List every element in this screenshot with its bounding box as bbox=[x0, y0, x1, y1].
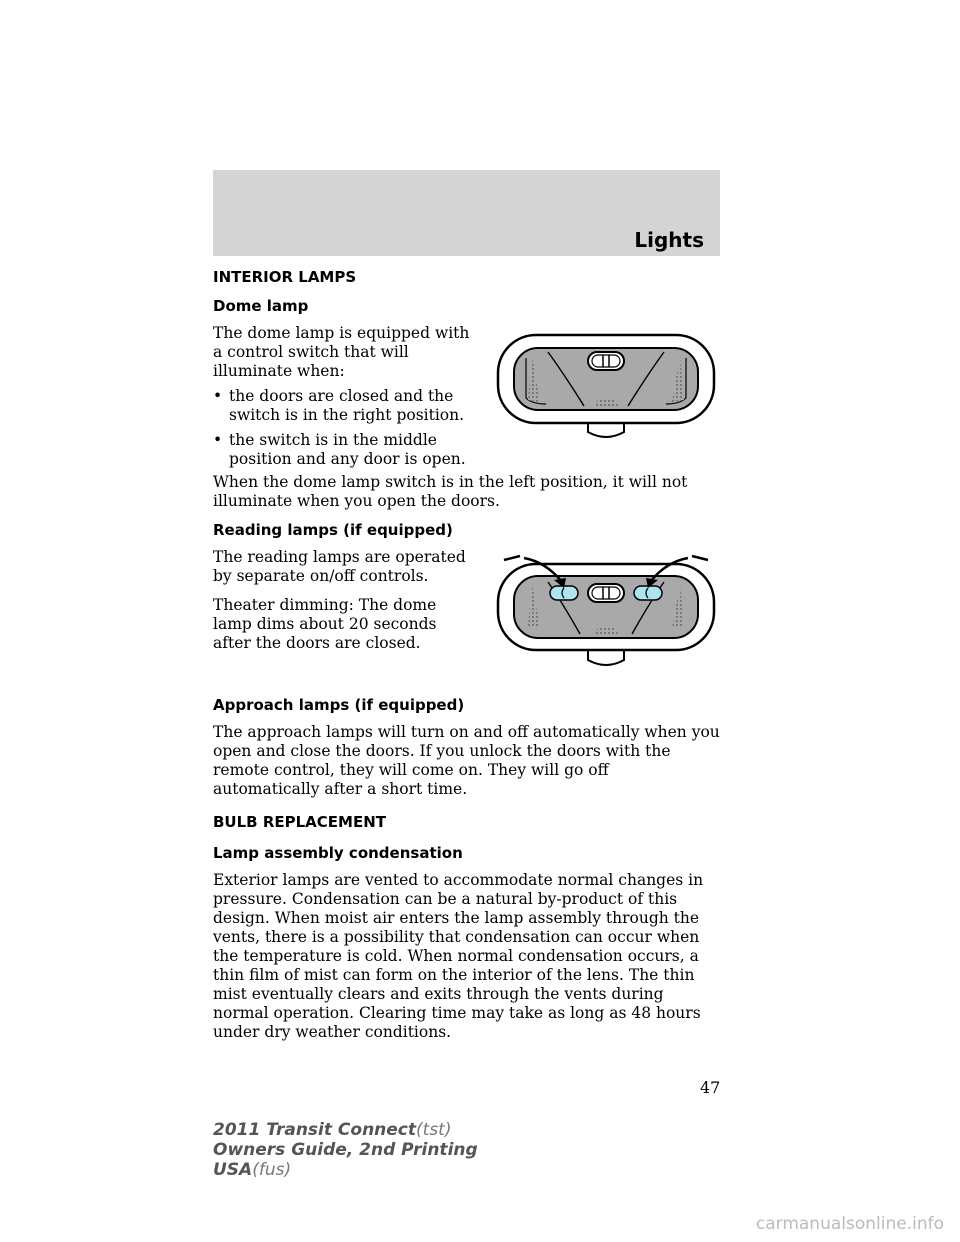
footer-code: (tst) bbox=[416, 1120, 452, 1140]
dome-lamp-intro: The dome lamp is equipped with a control switch that will illuminate when: bbox=[213, 324, 470, 380]
heading-approach-lamps: Approach lamps (if equipped) bbox=[213, 696, 465, 714]
document-footer bbox=[213, 1120, 478, 1180]
section-title: Lights bbox=[634, 228, 704, 252]
heading-reading-lamps: Reading lamps (if equipped) bbox=[213, 521, 453, 539]
approach-lamps-text: The approach lamps will turn on and off automatically when you open and close the doors. If you unlock the doors with the remote control, they will come on. They will go off automatically after a short time. bbox=[213, 723, 720, 798]
footer-market: USA bbox=[213, 1160, 253, 1180]
dome-lamp-note: When the dome lamp switch is in the left position, it will not illuminate when you open the doors. bbox=[213, 473, 688, 510]
section-header bbox=[213, 170, 720, 256]
footer-edition: Owners Guide, 2nd Printing bbox=[213, 1140, 478, 1160]
page-number: 47 bbox=[700, 1078, 721, 1097]
list-item: • the doors are closed and the switch is in the right position. bbox=[213, 387, 465, 424]
condensation-text: Exterior lamps are vented to accommodate normal changes in pressure. Condensation can be a natural by-product of this design. When moist air enters the lamp assembly through the vents, there is a possibility that condensation can occur when the temperature is cold. When normal condensation occurs, a thin film of mist can form on the interior of the lens. The thin mist eventually clears and exits through the vents during normal operation. Clearing time may take as long as 48 hours under dry weather conditions. bbox=[213, 871, 704, 1041]
reading-lamps-illustration bbox=[492, 552, 720, 670]
list-item: • the switch is in the middle position and any door is open. bbox=[213, 431, 466, 468]
heading-dome-lamp: Dome lamp bbox=[213, 297, 309, 315]
footer-market-code: (fus) bbox=[252, 1160, 292, 1180]
dome-lamp-illustration bbox=[492, 332, 720, 450]
dome-lamp-section bbox=[213, 324, 720, 469]
watermark: carmanualsonline.info bbox=[755, 1214, 944, 1234]
reading-lamps-text: The reading lamps are operated by separate on/off controls. bbox=[213, 548, 466, 585]
footer-title: 2011 Transit Connect bbox=[213, 1120, 417, 1140]
theater-dimming-text: Theater dimming: The dome lamp dims about 20 seconds after the doors are closed. bbox=[213, 596, 437, 652]
heading-lamp-condensation: Lamp assembly condensation bbox=[213, 844, 463, 862]
heading-bulb-replacement: BULB REPLACEMENT bbox=[213, 813, 386, 831]
page-content bbox=[213, 268, 720, 1042]
reading-lamps-section bbox=[213, 548, 720, 670]
heading-interior-lamps: INTERIOR LAMPS bbox=[213, 268, 357, 286]
